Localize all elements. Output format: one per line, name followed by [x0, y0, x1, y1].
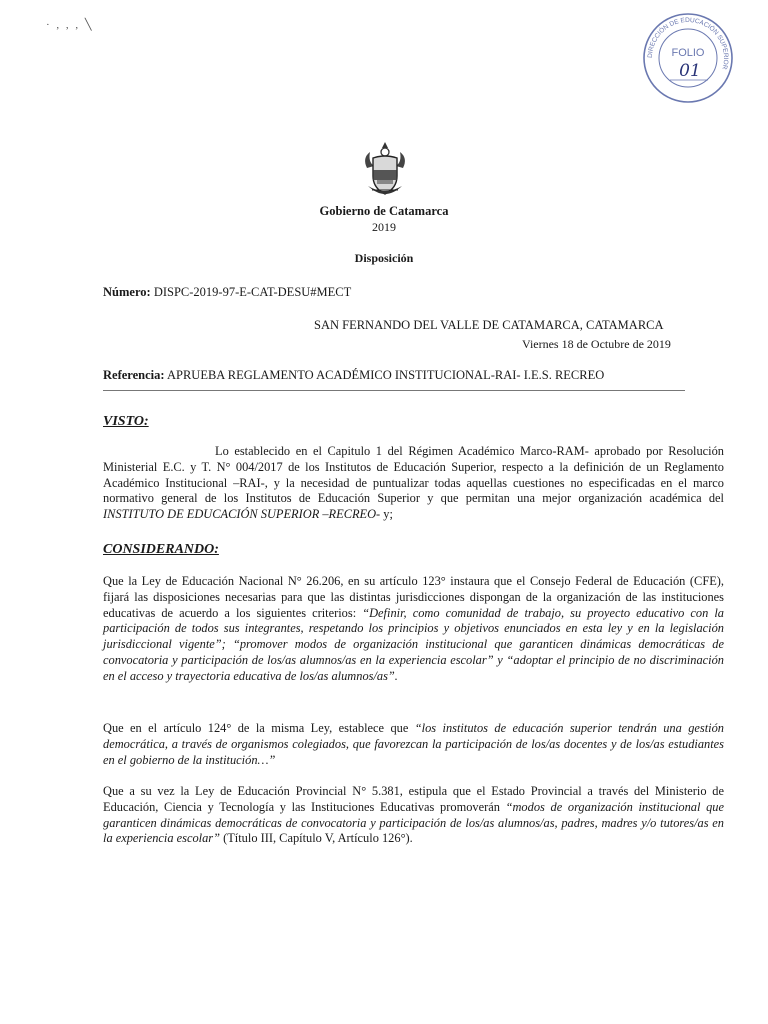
numero-label: Número: [103, 285, 151, 299]
p2-text-quote: “Definir, como comunidad de trabajo, su proyecto educativo con la participación de todos sus integrantes, respetando los principios y objetivos enunciados en esta ley y en la legislación jurisdiccional vigente”; “promover modos de organización institucional que garanticen dinámicas democráticas de convocatoria y participación de los/as alumnos/as en la experiencia escolar” y “adoptar el principio de no discriminación en el acceso y trayectoria educativa de los/as alumnos/as”. [103, 605, 724, 683]
divider [103, 390, 685, 391]
date-line: Viernes 18 de Octubre de 2019 [522, 337, 671, 351]
considerando-paragraph-1 [103, 574, 724, 685]
visto-text-c: y; [380, 507, 393, 522]
considerando-heading: CONSIDERANDO: [103, 542, 219, 557]
visto-heading: VISTO: [103, 414, 149, 429]
stamp-ring-text: DIRECCIÓN DE EDUCACIÓN SUPERIOR [646, 16, 730, 71]
folio-stamp [640, 10, 736, 106]
scan-mark: · , , , ╲ [46, 19, 94, 31]
considerando-paragraph-3 [103, 784, 724, 847]
place-line: SAN FERNANDO DEL VALLE DE CATAMARCA, CATAMARCA [314, 318, 664, 332]
document-type: Disposición [354, 251, 414, 265]
p3-text-a: Que en el artículo 124° de la misma Ley, establece que [103, 721, 415, 735]
referencia-line [103, 368, 604, 383]
p4-text-quote: “modos de organización institucional que garanticen dinámicas democráticas de convocatoria y participación de los/as alumnos/as, padres, madres y/o tutores/as en la experiencia escolar” [103, 799, 724, 846]
stamp-label: FOLIO [671, 47, 705, 59]
p4-text-c: (Título III, Capítulo V, Artículo 126°). [220, 831, 413, 846]
visto-text-a: Lo establecido en el Capitulo 1 del Régimen Académico Marco-RAM- aprobado por Resolución Ministerial E.C. y T. N° 004/2017 de los Institutos de Educación Superior, respecto a la definición de un Reglamento Académico Institucional –RAI-, y la necesidad de puntualizar todas aquellas cuestiones no especificadas en el marco normativo general de los Institutos de Educación Superior y que permitan una mejor organización académica del [103, 444, 724, 506]
visto-paragraph [103, 444, 724, 523]
numero-line [103, 285, 351, 300]
document-year: 2019 [372, 220, 396, 234]
coat-of-arms-icon [360, 140, 410, 202]
government-name: Gobierno de Catamarca [319, 204, 449, 218]
p4-text-a: Que a su vez la Ley de Educación Provincial N° 5.381, estipula que el Estado Provincial a través del Ministerio de Educación, Ciencia y Tecnología y las Instituciones Educativas promoverán [103, 784, 724, 814]
referencia-label: Referencia: [103, 368, 165, 382]
p2-text-a: Que la Ley de Educación Nacional N° 26.206, en su artículo 123° instaura que el Consejo Federal de Educación (CFE), fijará las disposiciones necesarias para que las distintas jurisdicciones dispongan de la organización de las instituciones educativas de acuerdo a los siguientes criterios: [103, 574, 724, 620]
stamp-number: 01 [679, 61, 701, 81]
visto-text-institute: INSTITUTO DE EDUCACIÓN SUPERIOR –RECREO- [103, 507, 381, 522]
numero-value: DISPC-2019-97-E-CAT-DESU#MECT [153, 285, 352, 299]
considerando-paragraph-2 [103, 721, 724, 768]
p3-text-quote: “los institutos de educación superior tendrán una gestión democrática, a través de organismos colegiados, que favorezcan la participación de los/as docentes y de los/as estudiantes en el gobierno de la institución…” [103, 721, 724, 767]
referencia-value: APRUEBA REGLAMENTO ACADÉMICO INSTITUCIONAL-RAI- I.E.S. RECREO [166, 368, 605, 382]
